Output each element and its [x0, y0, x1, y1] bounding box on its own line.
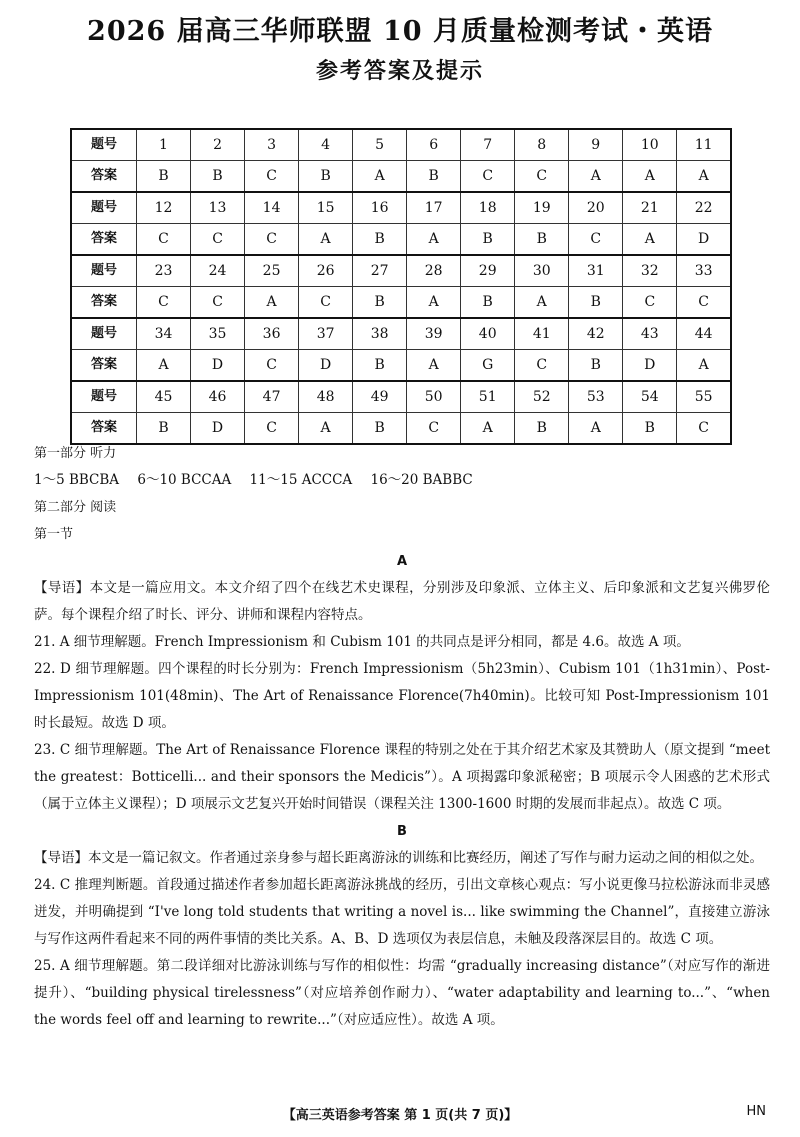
listening-group: 11～15 ACCCA — [249, 472, 353, 488]
question-number-cell: 45 — [137, 381, 191, 413]
page-subtitle: 参考答案及提示 — [315, 58, 484, 84]
question-number-cell: 13 — [191, 192, 245, 224]
answer-cell: D — [623, 350, 677, 382]
answer-cell: B — [623, 413, 677, 445]
question-number-cell: 55 — [677, 381, 731, 413]
question-number-cell: 33 — [677, 255, 731, 287]
question-number-cell: 42 — [569, 318, 623, 350]
answer-cell: A — [515, 287, 569, 319]
answer-cell: C — [245, 413, 299, 445]
answer-row — [71, 224, 731, 256]
answer-cell: D — [191, 413, 245, 445]
answer-cell: C — [461, 161, 515, 193]
answer-cell: B — [353, 413, 407, 445]
question-number-cell: 24 — [191, 255, 245, 287]
answer-cell: C — [623, 287, 677, 319]
passage-a-letter: A — [396, 554, 408, 569]
answer-cell: B — [353, 287, 407, 319]
question-number-cell: 29 — [461, 255, 515, 287]
question-number-cell: 27 — [353, 255, 407, 287]
question-number-cell: 16 — [353, 192, 407, 224]
question-number-cell: 6 — [407, 129, 461, 161]
question-number-cell: 18 — [461, 192, 515, 224]
question-number-cell: 14 — [245, 192, 299, 224]
answer-25: 25. A 细节理解题。第二段详细对比游泳训练与写作的相似性：均需 “gradually increasing distance”（对应写作的渐进提升）、“building physical tirelessness”（对应培养创作耐力）、“water adaptability and learning to...”、“when the words feel off and learning to rewrite...”（对应适应性）。故选 A 项。 — [34, 958, 770, 1028]
question-number-cell: 22 — [677, 192, 731, 224]
question-number-cell: 15 — [299, 192, 353, 224]
answer-cell: C — [137, 287, 191, 319]
question-number-cell: 52 — [515, 381, 569, 413]
answer-cell: D — [299, 350, 353, 382]
footer-region-code: HN — [746, 1104, 766, 1119]
question-label: 题号 — [71, 255, 137, 287]
question-number-cell: 11 — [677, 129, 731, 161]
answer-cell: C — [245, 224, 299, 256]
question-number-cell: 54 — [623, 381, 677, 413]
answer-cell: A — [623, 224, 677, 256]
answer-cell: B — [461, 224, 515, 256]
question-number-cell: 2 — [191, 129, 245, 161]
question-number-row — [71, 318, 731, 350]
question-number-cell: 23 — [137, 255, 191, 287]
question-number-cell: 36 — [245, 318, 299, 350]
question-number-row — [71, 381, 731, 413]
answer-cell: A — [245, 287, 299, 319]
question-number-cell: 21 — [623, 192, 677, 224]
answer-cell: A — [137, 350, 191, 382]
answer-23: 23. C 细节理解题。The Art of Renaissance Florence 课程的特别之处在于其介绍艺术家及其赞助人（原文提到 “meet the greatest：Botticelli... and their sponsors the Medicis”）。A 项揭露印象派秘密；B 项展示令人困惑的艺术形式（属于立体主义课程）；D 项展示文艺复兴开始时间错误（课程关注 1300-1600 时期的发展而非起点）。故选 C 项。 — [34, 742, 770, 812]
question-number-cell: 7 — [461, 129, 515, 161]
answer-cell: C — [137, 224, 191, 256]
question-number-cell: 51 — [461, 381, 515, 413]
question-number-cell: 34 — [137, 318, 191, 350]
answer-cell: A — [677, 350, 731, 382]
question-number-cell: 38 — [353, 318, 407, 350]
answer-row — [71, 350, 731, 382]
answer-24: 24. C 推理判断题。首段通过描述作者参加超长距离游泳挑战的经历，引出文章核心观点：写小说更像马拉松游泳而非灵感迸发，并明确提到 “I've long told students that writing a novel is... like swimming the Channel”，直接建立游泳与写作这两件看起来不同的两件事情的类比关系。A、B、D 选项仅为表层信息，未触及段落深层目的。故选 C 项。 — [34, 877, 770, 947]
section-heading: 第一节 — [34, 527, 74, 542]
answer-cell: C — [407, 413, 461, 445]
answer-21: 21. A 细节理解题。French Impressionism 和 Cubism 101 的共同点是评分相同，都是 4.6。故选 A 项。 — [34, 634, 690, 650]
listening-group: 6～10 BCCAA — [137, 472, 232, 488]
answer-cell: A — [623, 161, 677, 193]
listening-group: 1～5 BBCBA — [34, 472, 120, 488]
passage-a-intro: 【导语】本文是一篇应用文。本文介绍了四个在线艺术史课程，分别涉及印象派、立体主义、后印象派和文艺复兴佛罗伦萨。每个课程介绍了时长、评分、讲师和课程内容特点。 — [34, 580, 770, 623]
question-number-cell: 30 — [515, 255, 569, 287]
question-number-cell: 28 — [407, 255, 461, 287]
answer-cell: A — [569, 413, 623, 445]
answer-cell: A — [677, 161, 731, 193]
question-number-row — [71, 255, 731, 287]
answer-cell: C — [245, 350, 299, 382]
answer-cell: B — [191, 161, 245, 193]
answer-cell: D — [677, 224, 731, 256]
answer-explanations — [34, 440, 770, 1034]
question-number-cell: 31 — [569, 255, 623, 287]
answer-cell: C — [515, 161, 569, 193]
answer-cell: C — [677, 413, 731, 445]
question-number-cell: 4 — [299, 129, 353, 161]
answer-cell: B — [353, 350, 407, 382]
answer-22: 22. D 细节理解题。四个课程的时长分别为：French Impressionism（5h23min）、Cubism 101（1h31min）、Post-Impressionism 101(48min)、The Art of Renaissance Florence(7h40min)。比较可知 Post-Impressionism 101 时长最短。故选 D 项。 — [34, 661, 770, 731]
answer-cell: B — [137, 161, 191, 193]
answer-label: 答案 — [71, 161, 137, 193]
answer-cell: G — [461, 350, 515, 382]
question-number-cell: 17 — [407, 192, 461, 224]
question-number-cell: 8 — [515, 129, 569, 161]
question-label: 题号 — [71, 318, 137, 350]
question-number-cell: 20 — [569, 192, 623, 224]
answer-label: 答案 — [71, 287, 137, 319]
answer-cell: A — [461, 413, 515, 445]
part1-heading: 第一部分 听力 — [34, 446, 117, 461]
question-number-cell: 5 — [353, 129, 407, 161]
question-label: 题号 — [71, 381, 137, 413]
answer-row — [71, 287, 731, 319]
passage-b-letter: B — [397, 824, 407, 839]
question-label: 题号 — [71, 129, 137, 161]
question-number-cell: 53 — [569, 381, 623, 413]
answer-cell: C — [191, 287, 245, 319]
question-number-cell: 25 — [245, 255, 299, 287]
question-number-cell: 9 — [569, 129, 623, 161]
answer-cell: A — [299, 224, 353, 256]
question-number-cell: 37 — [299, 318, 353, 350]
question-number-cell: 12 — [137, 192, 191, 224]
answer-cell: A — [407, 224, 461, 256]
question-number-cell: 49 — [353, 381, 407, 413]
question-number-cell: 39 — [407, 318, 461, 350]
question-number-cell: 47 — [245, 381, 299, 413]
listening-group: 16～20 BABBC — [370, 472, 473, 488]
answer-cell: C — [569, 224, 623, 256]
answer-cell: B — [569, 350, 623, 382]
answer-cell: A — [407, 287, 461, 319]
question-number-cell: 44 — [677, 318, 731, 350]
question-number-cell: 35 — [191, 318, 245, 350]
question-number-cell: 50 — [407, 381, 461, 413]
question-number-cell: 46 — [191, 381, 245, 413]
answer-cell: C — [677, 287, 731, 319]
answer-cell: A — [299, 413, 353, 445]
answer-cell: C — [515, 350, 569, 382]
answer-cell: C — [191, 224, 245, 256]
answer-table — [70, 128, 732, 445]
passage-b-intro: 【导语】本文是一篇记叙文。作者通过亲身参与超长距离游泳的训练和比赛经历，阐述了写作与耐力运动之间的相似之处。 — [34, 850, 763, 866]
question-number-row — [71, 192, 731, 224]
answer-cell: B — [515, 224, 569, 256]
answer-cell: B — [137, 413, 191, 445]
answer-cell: C — [299, 287, 353, 319]
answer-cell: A — [407, 350, 461, 382]
question-number-cell: 43 — [623, 318, 677, 350]
answer-cell: B — [299, 161, 353, 193]
answer-cell: A — [569, 161, 623, 193]
page-title: 2026 届高三华师联盟 10 月质量检测考试・英语 — [87, 16, 713, 47]
answer-row — [71, 161, 731, 193]
part2-heading: 第二部分 阅读 — [34, 500, 117, 515]
answer-cell: D — [191, 350, 245, 382]
question-label: 题号 — [71, 192, 137, 224]
answer-cell: B — [515, 413, 569, 445]
question-number-cell: 48 — [299, 381, 353, 413]
question-number-cell: 40 — [461, 318, 515, 350]
answer-cell: B — [353, 224, 407, 256]
answer-label: 答案 — [71, 350, 137, 382]
question-number-cell: 3 — [245, 129, 299, 161]
answer-cell: B — [461, 287, 515, 319]
answer-cell: B — [569, 287, 623, 319]
question-number-cell: 1 — [137, 129, 191, 161]
answer-cell: B — [407, 161, 461, 193]
question-number-cell: 41 — [515, 318, 569, 350]
question-number-row — [71, 129, 731, 161]
answer-cell: C — [245, 161, 299, 193]
answer-label: 答案 — [71, 224, 137, 256]
answer-label: 答案 — [71, 413, 137, 445]
question-number-cell: 26 — [299, 255, 353, 287]
question-number-cell: 32 — [623, 255, 677, 287]
footer-page-info: 【高三英语参考答案 第 1 页(共 7 页)】 — [282, 1108, 518, 1123]
question-number-cell: 19 — [515, 192, 569, 224]
question-number-cell: 10 — [623, 129, 677, 161]
answer-cell: A — [353, 161, 407, 193]
listening-answers — [34, 467, 770, 494]
